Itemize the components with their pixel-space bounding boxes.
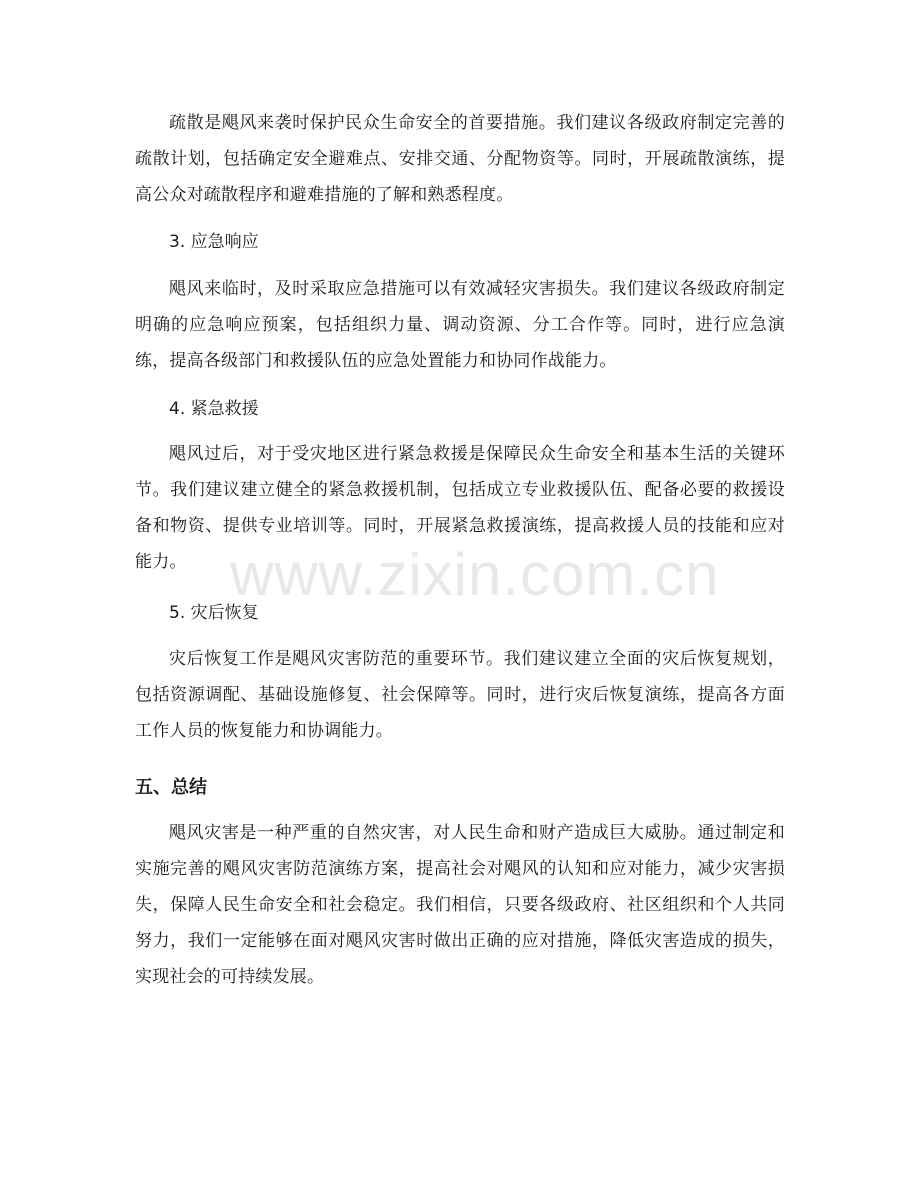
paragraph-rescue: 飓风过后，对于受灾地区进行紧急救援是保障民众生命安全和基本生活的关键环节。我们建议建立健全的紧急救援机制，包括成立专业救援队伍、配备必要的救援设备和物资、提供专业培训等。同时，开展紧急救援演练，提高救援人员的技能和应对能力。 xyxy=(135,444,785,572)
paragraph-recovery: 灾后恢复工作是飓风灾害防范的重要环节。我们建议建立全面的灾后恢复规划，包括资源调配、基础设施修复、社会保障等。同时，进行灾后恢复演练，提高各方面工作人员的恢复能力和协调能力。 xyxy=(135,649,785,741)
watermark: www.zixin.com.cn xyxy=(230,541,720,608)
subheading-recovery: 5. 灾后恢复 xyxy=(169,603,259,623)
paragraph-evacuation: 疏散是飓风来袭时保护民众生命安全的首要措施。我们建议各级政府制定完善的疏散计划，包括确定安全避难点、安排交通、分配物资等。同时，开展疏散演练，提高公众对疏散程序和避难措施的了解和熟悉程度。 xyxy=(135,113,785,205)
subheading-emergency-response: 3. 应急响应 xyxy=(169,232,259,252)
section-heading-summary: 五、总结 xyxy=(135,777,207,798)
paragraph-summary: 飓风灾害是一种严重的自然灾害，对人民生命和财产造成巨大威胁。通过制定和实施完善的飓风灾害防范演练方案，提高社会对飓风的认知和应对能力，减少灾害损失，保障人民生命安全和社会稳定。我们相信，只要各级政府、社区组织和个人共同努力，我们一定能够在面对飓风灾害时做出正确的应对措施，降低灾害造成的损失，实现社会的可持续发展。 xyxy=(135,823,785,987)
paragraph-emergency-response: 飓风来临时，及时采取应急措施可以有效减轻灾害损失。我们建议各级政府制定明确的应急响应预案，包括组织力量、调动资源、分工合作等。同时，进行应急演练，提高各级部门和救援队伍的应急处置能力和协同作战能力。 xyxy=(135,279,785,371)
subheading-rescue: 4. 紧急救援 xyxy=(169,399,259,419)
